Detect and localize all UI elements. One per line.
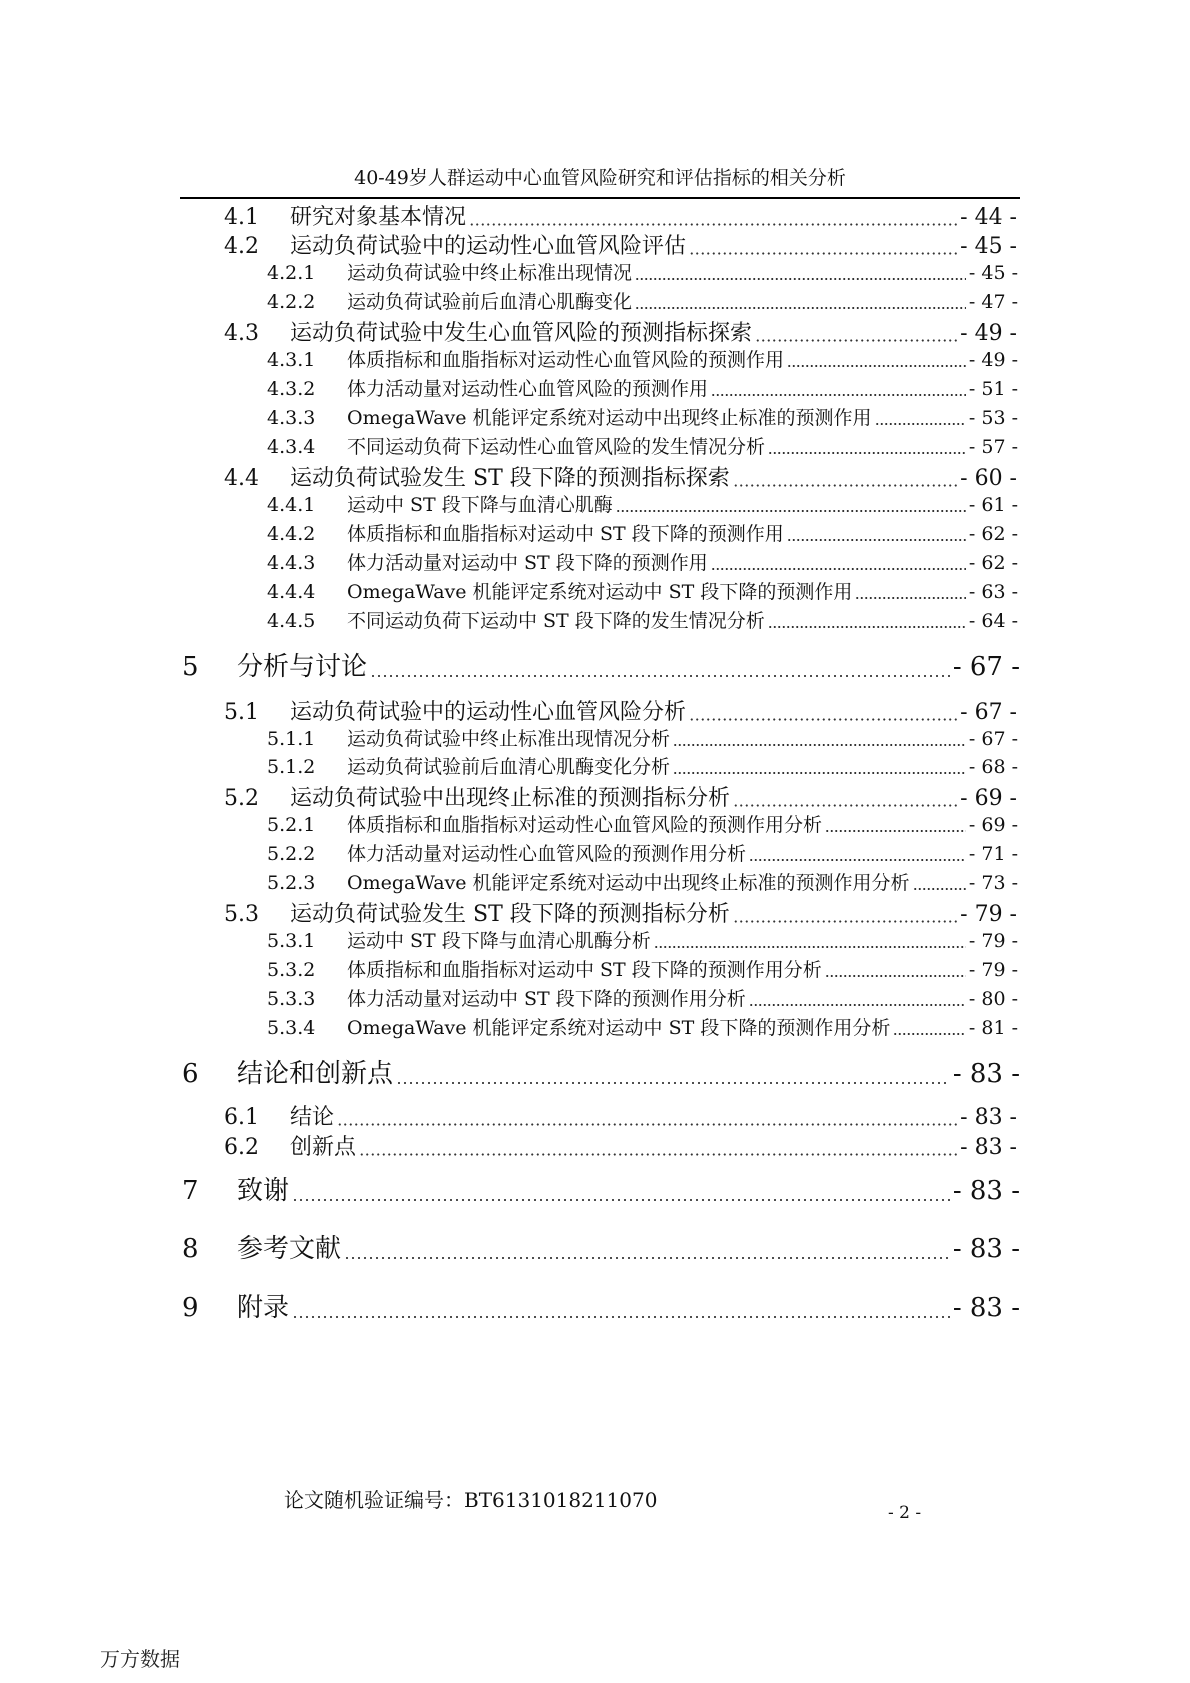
toc-entry-page: - 79 - (968, 959, 1018, 981)
toc-entry-page: - 64 - (968, 610, 1018, 632)
toc-entry-page: - 67 - (960, 700, 1017, 725)
toc-entry-page: - 47 - (968, 291, 1018, 313)
toc-entry[interactable] (267, 403, 1018, 430)
toc-leader-dots (292, 1313, 950, 1321)
toc-entry-title: OmegaWave 机能评定系统对运动中出现终止标准的预测作用 (347, 407, 872, 429)
toc-entry-number: 4.4 (224, 466, 259, 491)
toc-entry[interactable] (182, 1053, 1020, 1090)
toc-entry-number: 6.2 (224, 1135, 259, 1160)
toc-entry-page: - 62 - (968, 552, 1018, 574)
toc-leader-dots (875, 421, 966, 427)
toc-entry-number: 4.4.1 (267, 494, 316, 516)
toc-entry-number: 5.3.4 (267, 1017, 316, 1039)
toc-entry[interactable] (267, 548, 1018, 575)
toc-entry-title: 运动负荷试验前后血清心肌酶变化 (347, 291, 633, 313)
toc-leader-dots (635, 276, 966, 282)
toc-entry-page: - 60 - (960, 466, 1017, 491)
toc-entry-page: - 80 - (968, 988, 1018, 1010)
toc-entry-title: OmegaWave 机能评定系统对运动中出现终止标准的预测作用分析 (347, 872, 910, 894)
toc-entry[interactable] (267, 839, 1018, 866)
toc-leader-dots (755, 337, 957, 344)
toc-entry[interactable] (267, 577, 1018, 604)
toc-entry-page: - 44 - (960, 205, 1017, 230)
toc-entry-number: 5.1.1 (267, 728, 316, 750)
toc-entry-page: - 49 - (968, 349, 1018, 371)
toc-entry-title: 运动中 ST 段下降与血清心肌酶分析 (347, 930, 651, 952)
toc-entry-page: - 67 - (952, 652, 1020, 682)
toc-entry-title: 运动负荷试验中发生心血管风险的预测指标探索 (290, 321, 753, 346)
toc-entry-title: 体质指标和血脂指标对运动性心血管风险的预测作用 (347, 349, 785, 371)
toc-entry[interactable] (224, 200, 1017, 231)
toc-entry-title: 体力活动量对运动中 ST 段下降的预测作用分析 (347, 988, 746, 1010)
toc-entry-page: - 83 - (952, 1059, 1020, 1089)
toc-entry-page: - 81 - (968, 1017, 1018, 1039)
toc-entry-number: 7 (182, 1176, 199, 1206)
toc-entry-number: 5.1.2 (267, 756, 316, 778)
toc-entry-number: 9 (182, 1293, 199, 1323)
toc-leader-dots (768, 624, 966, 630)
toc-leader-dots (673, 742, 966, 748)
toc-entry[interactable] (267, 926, 1018, 953)
toc-entry-number: 4.4.2 (267, 523, 316, 545)
toc-entry-page: - 49 - (960, 321, 1017, 346)
toc-entry[interactable] (224, 461, 1017, 492)
toc-entry-title: OmegaWave 机能评定系统对运动中 ST 段下降的预测作用 (347, 581, 853, 603)
toc-entry-number: 6 (182, 1059, 199, 1089)
toc-entry[interactable] (182, 1170, 1020, 1207)
toc-entry-page: - 61 - (968, 494, 1018, 516)
toc-entry[interactable] (267, 606, 1018, 633)
toc-entry-number: 5.3 (224, 902, 259, 927)
toc-entry-page: - 63 - (968, 581, 1018, 603)
toc-leader-dots (396, 1079, 950, 1087)
toc-entry-number: 5.3.2 (267, 959, 316, 981)
toc-entry-title: 分析与讨论 (237, 652, 368, 682)
toc-leader-dots (711, 392, 966, 398)
toc-entry-number: 4.4.4 (267, 581, 316, 603)
toc-leader-dots (749, 1002, 966, 1008)
toc-entry-number: 4.3.2 (267, 378, 316, 400)
toc-leader-dots (337, 1121, 957, 1128)
toc-leader-dots (787, 537, 966, 543)
toc-entry-title: 体质指标和血脂指标对运动中 ST 段下降的预测作用分析 (347, 959, 822, 981)
toc-leader-dots (855, 595, 966, 601)
toc-entry-title: 研究对象基本情况 (290, 205, 467, 230)
toc-entry-title: 创新点 (290, 1135, 357, 1160)
toc-entry[interactable] (267, 984, 1018, 1011)
toc-entry[interactable] (267, 374, 1018, 401)
toc-entry-number: 8 (182, 1234, 199, 1264)
toc-entry-title: 体力活动量对运动性心血管风险的预测作用 (347, 378, 709, 400)
toc-entry[interactable] (224, 897, 1017, 928)
toc-entry[interactable] (267, 955, 1018, 982)
toc-entry-title: 运动负荷试验前后血清心肌酶变化分析 (347, 756, 671, 778)
toc-entry-page: - 57 - (968, 436, 1018, 458)
toc-entry-page: - 45 - (968, 262, 1018, 284)
toc-entry[interactable] (267, 490, 1018, 517)
toc-entry[interactable] (182, 646, 1020, 683)
toc-entry[interactable] (267, 519, 1018, 546)
toc-entry-title: 运动负荷试验中终止标准出现情况 (347, 262, 633, 284)
toc-entry[interactable] (182, 1287, 1020, 1324)
toc-leader-dots (689, 716, 957, 723)
toc-leader-dots (768, 450, 966, 456)
toc-entry[interactable] (267, 810, 1018, 837)
toc-entry-page: - 68 - (968, 756, 1018, 778)
toc-entry-page: - 79 - (968, 930, 1018, 952)
toc-entry-number: 4.3.3 (267, 407, 316, 429)
toc-entry-title: 参考文献 (237, 1234, 342, 1264)
toc-entry[interactable] (224, 1100, 1017, 1131)
toc-entry-number: 5.2.3 (267, 872, 316, 894)
toc-entry[interactable] (267, 345, 1018, 372)
toc-entry-page: - 83 - (960, 1135, 1017, 1160)
toc-leader-dots (359, 1151, 957, 1158)
toc-entry-title: 体力活动量对运动性心血管风险的预测作用分析 (347, 843, 747, 865)
toc-entry-number: 4.2.2 (267, 291, 316, 313)
toc-entry[interactable] (267, 258, 1018, 285)
toc-entry[interactable] (267, 287, 1018, 314)
toc-entry-number: 4.3.1 (267, 349, 316, 371)
toc-leader-dots (689, 250, 957, 257)
toc-entry-number: 4.3.4 (267, 436, 316, 458)
toc-entry-number: 4.1 (224, 205, 259, 230)
toc-entry-page: - 83 - (952, 1293, 1020, 1323)
toc-entry-number: 4.4.3 (267, 552, 316, 574)
running-header: 40-49岁人群运动中心血管风险研究和评估指标的相关分析 (354, 167, 846, 189)
toc-entry-page: - 51 - (968, 378, 1018, 400)
toc-entry-title: 运动负荷试验中的运动性心血管风险分析 (290, 700, 687, 725)
toc-leader-dots (292, 1196, 950, 1204)
toc-entry-title: 体质指标和血脂指标对运动性心血管风险的预测作用分析 (347, 814, 823, 836)
toc-entry-page: - 45 - (960, 234, 1017, 259)
toc-leader-dots (913, 886, 966, 892)
toc-leader-dots (733, 482, 957, 489)
toc-entry-number: 4.3 (224, 321, 259, 346)
toc-entry-title: 致谢 (237, 1176, 290, 1206)
page-number: - 2 - (888, 1503, 922, 1523)
toc-leader-dots (749, 857, 966, 863)
toc-entry-number: 4.2.1 (267, 262, 316, 284)
toc-entry-number: 5.1 (224, 700, 259, 725)
toc-entry-page: - 83 - (960, 1105, 1017, 1130)
toc-leader-dots (825, 973, 966, 979)
toc-leader-dots (733, 918, 957, 925)
toc-entry-title: 体力活动量对运动中 ST 段下降的预测作用 (347, 552, 708, 574)
toc-entry-page: - 62 - (968, 523, 1018, 545)
toc-entry-number: 6.1 (224, 1105, 259, 1130)
watermark-text: 万方数据 (100, 1647, 180, 1671)
toc-entry-page: - 83 - (952, 1234, 1020, 1264)
toc-entry-page: - 83 - (952, 1176, 1020, 1206)
toc-entry[interactable] (182, 1228, 1020, 1265)
toc-entry[interactable] (224, 695, 1017, 726)
toc-entry[interactable] (224, 781, 1017, 812)
toc-entry-title: 不同运动负荷下运动性心血管风险的发生情况分析 (347, 436, 766, 458)
toc-leader-dots (469, 221, 957, 228)
toc-leader-dots (893, 1031, 966, 1037)
toc-entry-number: 5 (182, 652, 199, 682)
toc-leader-dots (711, 566, 966, 572)
toc-entry[interactable] (267, 1013, 1018, 1040)
toc-entry-number: 5.3.1 (267, 930, 316, 952)
toc-entry-title: 运动负荷试验发生 ST 段下降的预测指标探索 (290, 466, 730, 491)
toc-entry[interactable] (267, 432, 1018, 459)
toc-entry-number: 5.2 (224, 786, 259, 811)
toc-entry-page: - 79 - (960, 902, 1017, 927)
toc-entry[interactable] (224, 316, 1017, 347)
toc-entry-title: 不同运动负荷下运动中 ST 段下降的发生情况分析 (347, 610, 765, 632)
toc-entry-title: 结论和创新点 (237, 1059, 394, 1089)
verification-id: 论文随机验证编号：BT6131018211070 (284, 1488, 658, 1512)
toc-entry[interactable] (267, 868, 1018, 895)
toc-leader-dots (787, 363, 966, 369)
toc-entry[interactable] (224, 229, 1017, 260)
toc-leader-dots (344, 1254, 950, 1262)
toc-entry-title: 体质指标和血脂指标对运动中 ST 段下降的预测作用 (347, 523, 784, 545)
toc-leader-dots (825, 828, 966, 834)
toc-entry-page: - 67 - (968, 728, 1018, 750)
toc-leader-dots (370, 672, 950, 680)
toc-entry-title: 运动负荷试验中的运动性心血管风险评估 (290, 234, 687, 259)
toc-entry[interactable] (267, 724, 1018, 751)
toc-entry[interactable] (267, 752, 1018, 779)
toc-entry-page: - 71 - (968, 843, 1018, 865)
header-rule (180, 197, 1020, 199)
toc-leader-dots (673, 770, 966, 776)
toc-entry-number: 4.2 (224, 234, 259, 259)
toc-entry-number: 5.3.3 (267, 988, 316, 1010)
toc-entry-number: 5.2.1 (267, 814, 316, 836)
toc-entry-title: 附录 (237, 1293, 290, 1323)
toc-entry-title: 结论 (290, 1105, 335, 1130)
toc-entry-title: 运动负荷试验中终止标准出现情况分析 (347, 728, 671, 750)
toc-entry-page: - 69 - (968, 814, 1018, 836)
toc-leader-dots (654, 944, 966, 950)
toc-leader-dots (635, 305, 966, 311)
toc-entry-page: - 53 - (968, 407, 1018, 429)
toc-entry[interactable] (224, 1130, 1017, 1161)
toc-entry-page: - 69 - (960, 786, 1017, 811)
toc-entry-title: 运动负荷试验发生 ST 段下降的预测指标分析 (290, 902, 730, 927)
toc-entry-title: OmegaWave 机能评定系统对运动中 ST 段下降的预测作用分析 (347, 1017, 891, 1039)
toc-entry-title: 运动负荷试验中出现终止标准的预测指标分析 (290, 786, 731, 811)
toc-entry-title: 运动中 ST 段下降与血清心肌酶 (347, 494, 613, 516)
toc-entry-number: 5.2.2 (267, 843, 316, 865)
toc-leader-dots (733, 802, 957, 809)
toc-entry-page: - 73 - (968, 872, 1018, 894)
toc-entry-number: 4.4.5 (267, 610, 316, 632)
toc-leader-dots (616, 508, 966, 514)
